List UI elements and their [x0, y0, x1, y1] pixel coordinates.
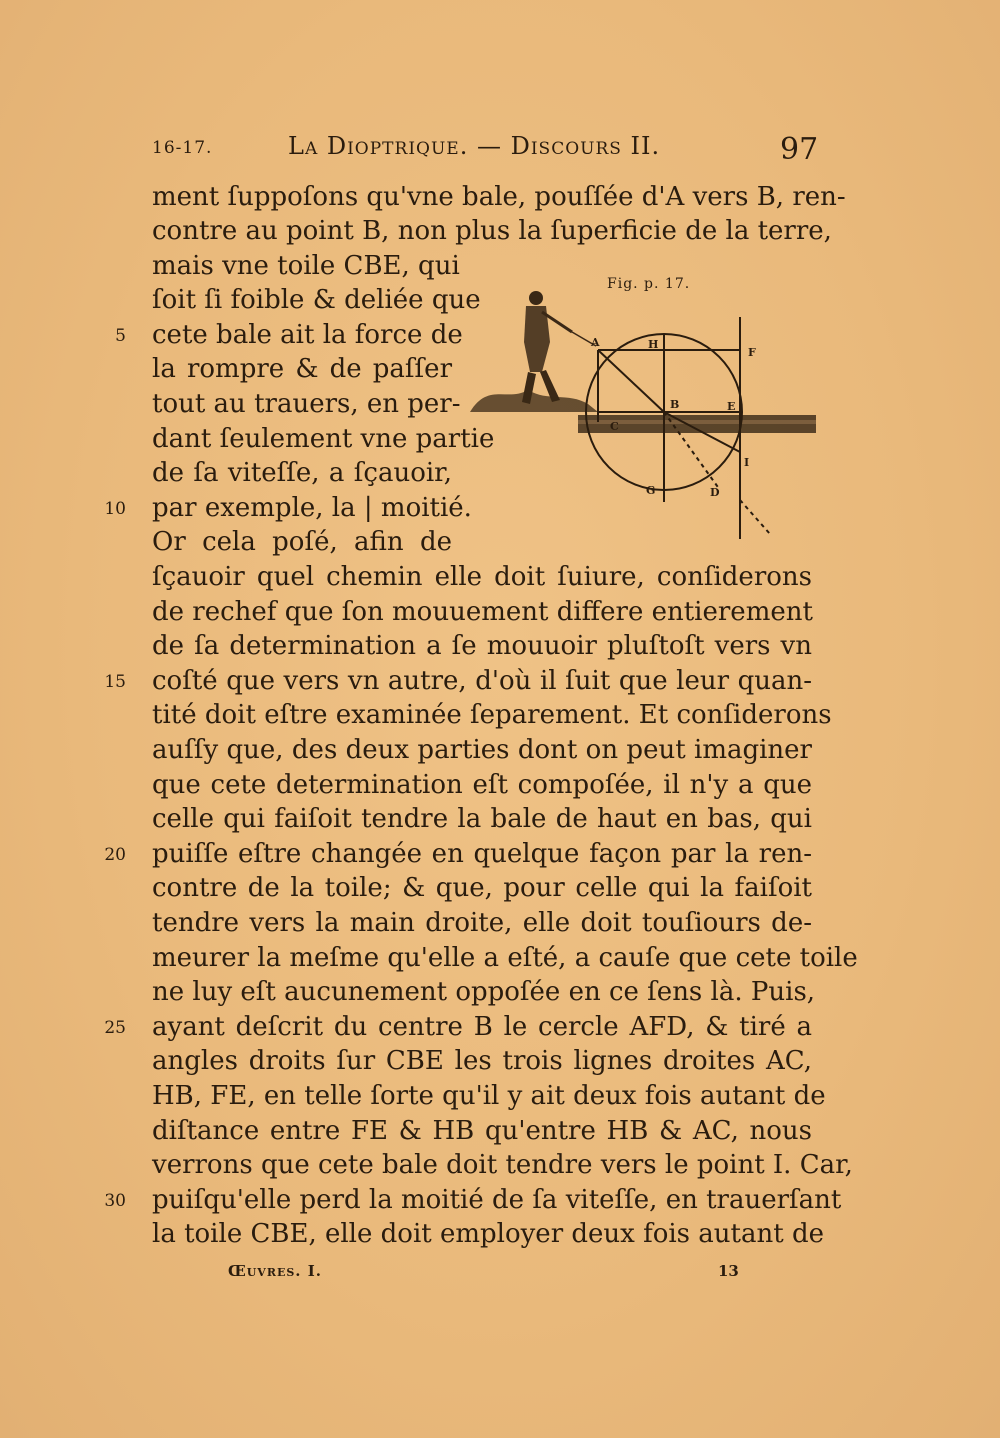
text-line: de ſa determination a ſe mouuoir pluſtoſt vers vn: [152, 631, 812, 661]
figure-label: C: [610, 420, 619, 433]
header-page-range: 16-17.: [152, 138, 213, 158]
figure-label: F: [748, 346, 756, 359]
line-number: 15: [104, 672, 126, 692]
text-line: meurer la meſme qu'elle a eſté, a cauſe que cete toile: [152, 943, 858, 973]
text-line: dant ſeulement vne partie: [152, 424, 495, 454]
text-line: la toile CBE, elle doit employer deux fois autant de: [152, 1219, 824, 1249]
text-line: ayant deſcrit du centre B le cercle AFD, & tiré a: [152, 1012, 812, 1042]
text-line: Or cela poſé, afin de: [152, 527, 452, 557]
text-line: ſçauoir quel chemin elle doit ſuiure, conſiderons: [152, 562, 812, 592]
text-line: diſtance entre FE & HB qu'entre HB & AC, nous: [152, 1116, 812, 1146]
text-line: verrons que cete bale doit tendre vers le point I. Car,: [152, 1150, 853, 1180]
text-line: HB, FE, en telle ſorte qu'il y ait deux fois autant de: [152, 1081, 826, 1111]
text-line: tendre vers la main droite, elle doit touſiours de-: [152, 908, 812, 938]
text-line: par exemple, la | moitié.: [152, 493, 472, 523]
footer-gathering-number: 13: [718, 1262, 739, 1280]
figure-label: D: [710, 486, 720, 499]
figure-label: I: [744, 456, 750, 469]
tennis-player-illustration: [470, 291, 598, 412]
figure-caption: Fig. p. 17.: [607, 276, 691, 292]
text-line: auſſy que, des deux parties dont on peut imaginer: [152, 735, 812, 765]
running-header: [150, 128, 819, 168]
text-line: angles droits ſur CBE les trois lignes droites AC,: [152, 1046, 812, 1076]
line-number: 30: [104, 1191, 126, 1211]
figure-label: G: [646, 484, 656, 497]
header-title: La Dioptrique. — Discours II.: [288, 132, 661, 160]
line-number: 10: [104, 499, 126, 519]
text-line: puiſſe eſtre changée en quelque façon par la ren-: [152, 839, 812, 869]
figure-label: A: [591, 336, 600, 349]
text-line: cete bale ait la force de: [152, 320, 463, 350]
refraction-figure: [468, 262, 816, 547]
text-line: ſoit ſi foible & deliée que: [152, 285, 481, 315]
line-extension: [740, 500, 770, 534]
page-number: 97: [780, 132, 819, 167]
line-number: 5: [115, 326, 126, 346]
text-line: la rompre & de paſſer: [152, 354, 452, 384]
text-line: celle qui faiſoit tendre la bale de haut en bas, qui: [152, 804, 812, 834]
footer-signature: Œuvres. I.: [228, 1262, 322, 1280]
text-line: de ſa viteſſe, a ſçauoir,: [152, 458, 452, 488]
text-line: contre au point B, non plus la ſuperficie de la terre,: [152, 216, 832, 246]
text-line: tité doit eſtre examinée ſeparement. Et conſiderons: [152, 700, 832, 730]
figure-label: E: [727, 400, 736, 413]
text-line: coſté que vers vn autre, d'où il ſuit que leur quan-: [152, 666, 812, 696]
text-line: tout au trauers, en per-: [152, 389, 461, 419]
text-line: que cete determination eſt compoſée, il n'y a que: [152, 770, 812, 800]
text-line: ment ſuppoſons qu'vne bale, pouſſée d'A vers B, ren-: [152, 182, 846, 212]
figure-label: H: [648, 338, 659, 351]
text-line: de rechef que ſon mouuement differe entierement: [152, 597, 813, 627]
line-ab: [598, 350, 664, 412]
figure-label: B: [670, 398, 680, 411]
text-line: ne luy eſt aucunement oppoſée en ce ſens là. Puis,: [152, 977, 816, 1007]
line-number: 20: [104, 845, 126, 865]
text-line: contre de la toile; & que, pour celle qui la faiſoit: [152, 873, 812, 903]
text-line: mais vne toile CBE, qui: [152, 251, 460, 281]
line-number: 25: [104, 1018, 126, 1038]
text-line: puiſqu'elle perd la moitié de ſa viteſſe, en trauerſant: [152, 1185, 842, 1215]
